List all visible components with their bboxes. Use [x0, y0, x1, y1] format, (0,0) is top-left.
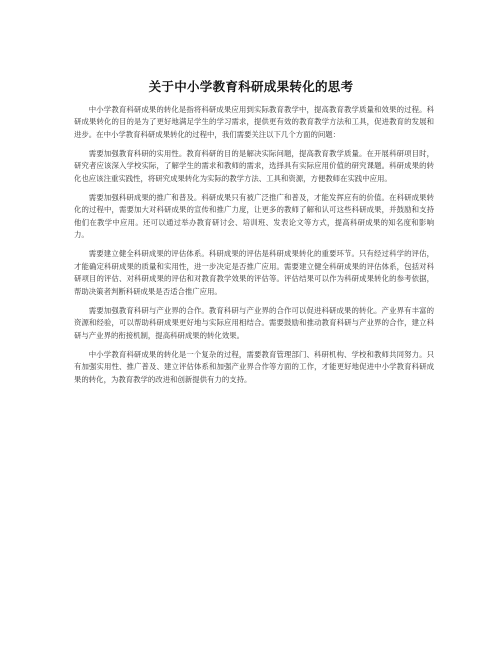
paragraph-practicality: 需要加强教育科研的实用性。教育科研的目的是解决实际问题，提高教育教学质量。在开展科研项目时，研究者应该深入学校实际，了解学生的需求和教师的需求，选择具有实际应用价值的研究课题。科研成果的转化也应该注重实践性，将研究成果转化为实际的教学方法、工具和资源，方便教师在实践中应用。: [74, 149, 434, 183]
document-body: [74, 104, 434, 393]
paragraph-industry-cooperation: 需要加强教育科研与产业界的合作。教育科研与产业界的合作可以促进科研成果的转化。产业界有丰富的资源和经验，可以帮助科研成果更好地与实际应用相结合。需要鼓励和推动教育科研与产业界的合作，建立科研与产业界的衔接机制，提高科研成果的转化效果。: [74, 305, 434, 340]
paragraph-conclusion: 中小学教育科研成果的转化是一个复杂的过程，需要教育管理部门、科研机构、学校和教师共同努力。只有加强实用性、推广普及、建立评估体系和加强产业界合作等方面的工作，才能更好地促进中小学教育科研成果的转化，为教育教学的改进和创新提供有力的支持。: [74, 349, 434, 384]
paragraph-promotion: 需要加强科研成果的推广和普及。科研成果只有被广泛推广和普及，才能发挥应有的价值。在科研成果转化的过程中，需要加大对科研成果的宣传和推广力度，让更多的教师了解和认可这些科研成果，并鼓励和支持他们在教学中应用。还可以通过举办教育研讨会、培训班、发表论文等方式，提高科研成果的知名度和影响力。: [74, 193, 434, 240]
paragraph-evaluation: 需要建立健全科研成果的评估体系。科研成果的评估是科研成果转化的重要环节。只有经过科学的评估，才能确定科研成果的质量和实用性，进一步决定是否推广应用。需要建立健全科研成果的评估体系，包括对科研项目的评估、对科研成果的评估和对教育教学效果的评估等。评估结果可以作为科研成果转化的参考依据，帮助决策者判断科研成果是否适合推广应用。: [74, 249, 434, 296]
paragraph-intro: 中小学教育科研成果的转化是指将科研成果应用到实际教育教学中，提高教育教学质量和效果的过程。科研成果转化的目的是为了更好地满足学生的学习需求，提供更有效的教育教学方法和工具，促进教育的发展和进步。在中小学教育科研成果转化的过程中，我们需要关注以下几个方面的问题：: [74, 105, 434, 139]
document-title: 关于中小学教育科研成果转化的思考: [148, 79, 354, 94]
